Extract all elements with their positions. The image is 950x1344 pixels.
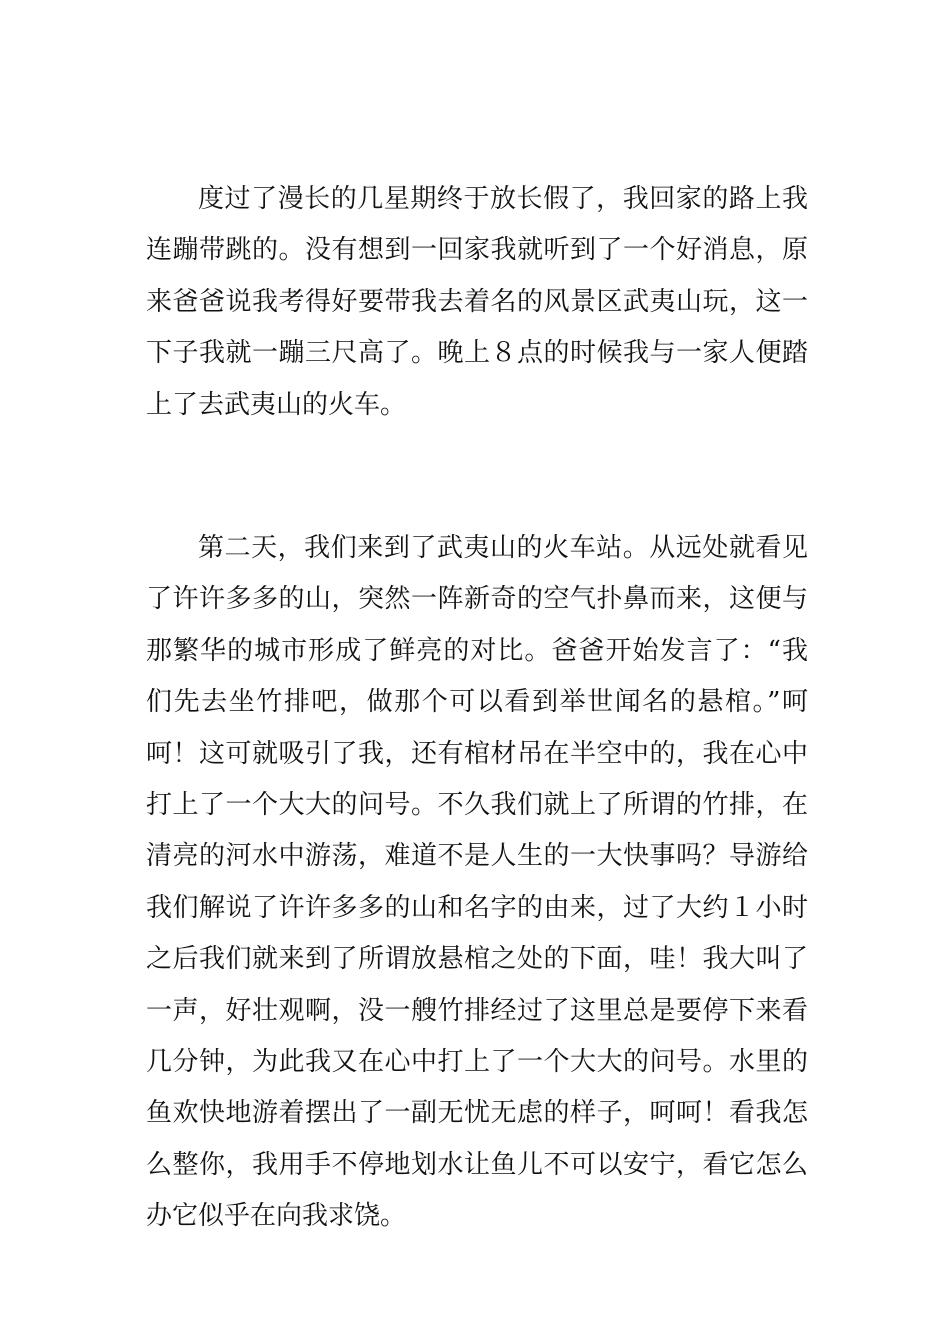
paragraph-1: 度过了漫长的几星期终于放长假了，我回家的路上我连蹦带跳的。没有想到一回家我就听到了一个好消息，原来爸爸说我考得好要带我去着名的风景区武夷山玩，这一下子我就一蹦三尺高了。晚上８点的时候我与一家人便踏上了去武夷山的火车。 xyxy=(146,184,808,420)
paragraph-2: 第二天，我们来到了武夷山的火车站。从远处就看见了许许多多的山，突然一阵新奇的空气扑鼻而来，这便与那繁华的城市形成了鲜亮的对比。爸爸开始发言了：“我们先去坐竹排吧，做那个可以看到举世闻名的悬棺。”呵呵！这可就吸引了我，还有棺材吊在半空中的，我在心中打上了一个大大的问号。不久我们就上了所谓的竹排，在清亮的河水中游荡，难道不是人生的一大快事吗？导游给我们解说了许许多多的山和名字的由来，过了大约１小时之后我们就来到了所谓放悬棺之处的下面，哇！我大叫了一声，好壮观啊，没一艘竹排经过了这里总是要停下来看几分钟，为此我又在心中打上了一个大大的问号。水里的鱼欢快地游着摆出了一副无忧无虑的样子，呵呵！看我怎么整你，我用手不停地划水让鱼儿不可以安宁，看它怎么办它似乎在向我求饶。 xyxy=(146,533,808,1232)
